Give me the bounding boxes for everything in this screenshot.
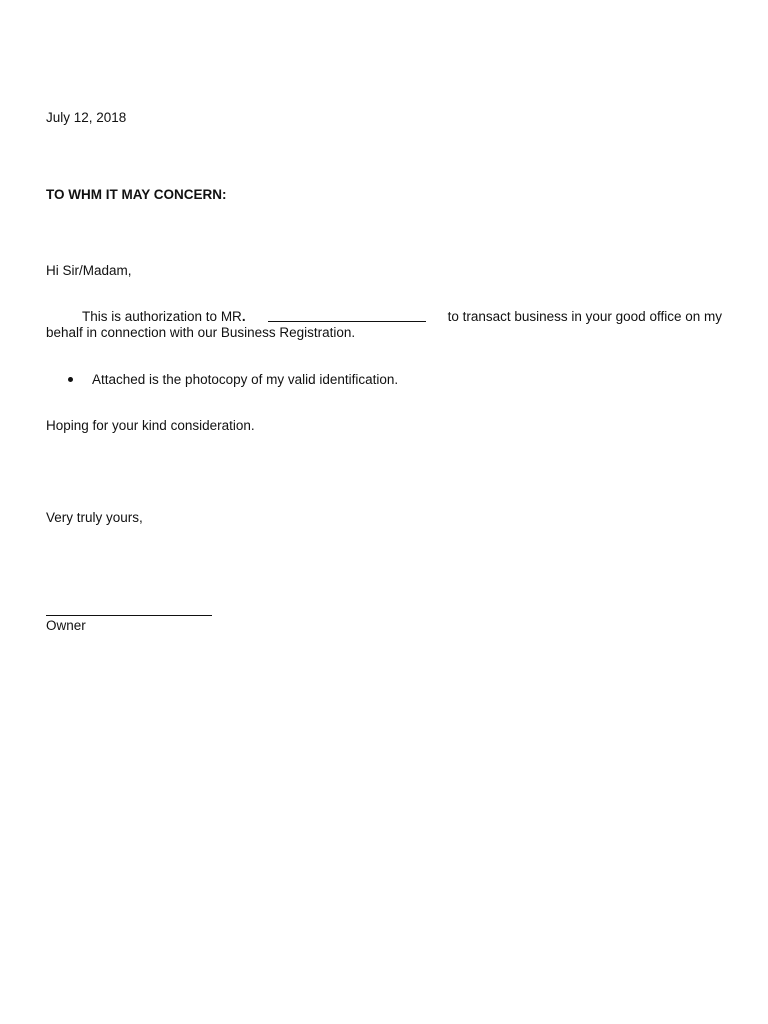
letter-hoping: Hoping for your kind consideration. xyxy=(46,418,255,433)
letter-greeting: Hi Sir/Madam, xyxy=(46,263,132,278)
list-item-text: Attached is the photocopy of my valid identification. xyxy=(92,372,399,387)
body-line-1 xyxy=(46,309,722,325)
letter-body-paragraph xyxy=(46,309,722,341)
body-text-end: to transact business in your good office on my xyxy=(447,309,722,324)
letter-closing: Very truly yours, xyxy=(46,510,143,525)
letter-heading: TO WHM IT MAY CONCERN: xyxy=(46,187,227,202)
name-blank-line xyxy=(268,309,426,322)
body-line-2: behalf in connection with our Business Registration. xyxy=(46,325,356,340)
list-item xyxy=(68,372,398,388)
bullet-icon xyxy=(68,377,73,382)
signer-title: Owner xyxy=(46,618,86,633)
letter-date: July 12, 2018 xyxy=(46,110,127,125)
body-text-start: This is authorization to MR. xyxy=(82,309,246,324)
signature-line xyxy=(46,615,212,616)
